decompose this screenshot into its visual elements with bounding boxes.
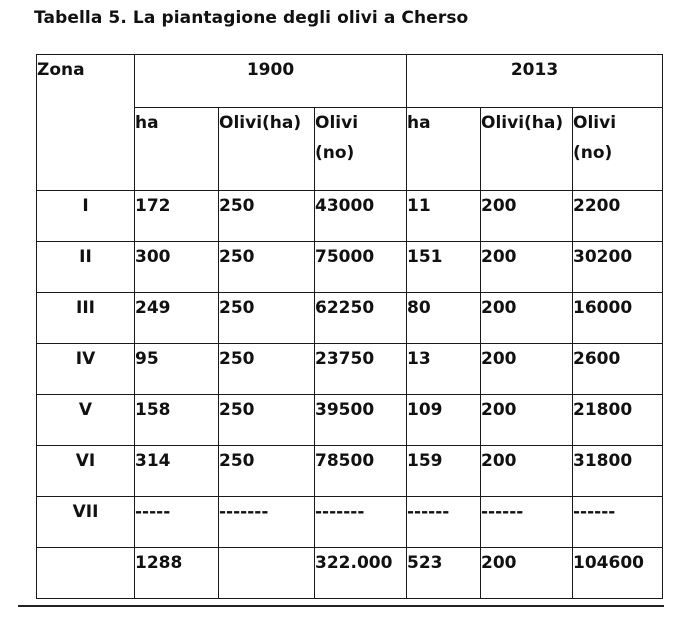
cell-olivi-ha-1900: 250 — [219, 446, 315, 497]
table-row — [37, 242, 663, 293]
cell-olivi-no-2013: 16000 — [573, 293, 663, 344]
cell-olivi-no-1900: ------- — [315, 497, 407, 548]
cell-olivi-ha-1900: 250 — [219, 293, 315, 344]
subheader-olivi-no-2013: Olivi (no) — [573, 108, 663, 191]
cell-olivi-ha-2013: 200 — [481, 395, 573, 446]
cell-ha-1900: 249 — [135, 293, 219, 344]
cell-olivi-ha-1900 — [219, 548, 315, 599]
cell-olivi-no-1900: 62250 — [315, 293, 407, 344]
cell-ha-1900: 95 — [135, 344, 219, 395]
cell-olivi-ha-2013: 200 — [481, 242, 573, 293]
zona-cell: V — [37, 395, 135, 446]
subheader-ha-1900: ha — [135, 108, 219, 191]
cell-olivi-ha-2013: 200 — [481, 293, 573, 344]
cell-olivi-no-2013: 2600 — [573, 344, 663, 395]
zona-cell: III — [37, 293, 135, 344]
cell-olivi-ha-1900: 250 — [219, 242, 315, 293]
year-header-2013: 2013 — [407, 55, 663, 108]
cell-olivi-no-2013: 104600 — [573, 548, 663, 599]
table-row — [37, 344, 663, 395]
cell-ha-2013: ------ — [407, 497, 481, 548]
table-row — [37, 191, 663, 242]
cell-olivi-ha-2013: 200 — [481, 548, 573, 599]
cell-olivi-ha-1900: 250 — [219, 344, 315, 395]
cell-olivi-ha-2013: 200 — [481, 344, 573, 395]
cell-olivi-ha-2013: 200 — [481, 191, 573, 242]
cell-ha-1900: 314 — [135, 446, 219, 497]
cell-olivi-no-2013: ------ — [573, 497, 663, 548]
table-title: Tabella 5. La piantagione degli olivi a Cherso — [34, 8, 469, 28]
cell-ha-2013: 13 — [407, 344, 481, 395]
cell-olivi-no-1900: 322.000 — [315, 548, 407, 599]
cell-ha-2013: 11 — [407, 191, 481, 242]
table-row — [37, 395, 663, 446]
table-body — [37, 191, 663, 599]
subheader-olivi-no-1900: Olivi (no) — [315, 108, 407, 191]
zona-cell — [37, 548, 135, 599]
cell-olivi-no-2013: 30200 — [573, 242, 663, 293]
cell-ha-2013: 523 — [407, 548, 481, 599]
zona-cell: IV — [37, 344, 135, 395]
cell-olivi-ha-1900: 250 — [219, 395, 315, 446]
cell-ha-2013: 151 — [407, 242, 481, 293]
cell-ha-1900: 1288 — [135, 548, 219, 599]
table-row — [37, 446, 663, 497]
cell-ha-1900: ----- — [135, 497, 219, 548]
cell-olivi-no-2013: 31800 — [573, 446, 663, 497]
table-row — [37, 497, 663, 548]
cell-olivi-ha-1900: 250 — [219, 191, 315, 242]
cell-olivi-no-1900: 23750 — [315, 344, 407, 395]
zona-cell: II — [37, 242, 135, 293]
bottom-divider — [18, 605, 664, 607]
cell-ha-2013: 109 — [407, 395, 481, 446]
year-header-1900: 1900 — [135, 55, 407, 108]
cell-olivi-no-2013: 21800 — [573, 395, 663, 446]
zona-header: Zona — [37, 55, 135, 191]
cell-ha-2013: 80 — [407, 293, 481, 344]
cell-olivi-no-1900: 75000 — [315, 242, 407, 293]
cell-olivi-ha-2013: ------ — [481, 497, 573, 548]
olive-plantation-table — [36, 54, 663, 599]
cell-ha-1900: 172 — [135, 191, 219, 242]
table-row — [37, 293, 663, 344]
cell-olivi-no-1900: 39500 — [315, 395, 407, 446]
cell-olivi-ha-1900: ------- — [219, 497, 315, 548]
table-row — [37, 548, 663, 599]
cell-olivi-ha-2013: 200 — [481, 446, 573, 497]
cell-olivi-no-1900: 43000 — [315, 191, 407, 242]
subheader-olivi-ha-2013: Olivi(ha) — [481, 108, 573, 191]
zona-cell: VII — [37, 497, 135, 548]
cell-ha-1900: 158 — [135, 395, 219, 446]
year-header-row — [37, 55, 663, 108]
cell-olivi-no-2013: 2200 — [573, 191, 663, 242]
cell-ha-2013: 159 — [407, 446, 481, 497]
cell-olivi-no-1900: 78500 — [315, 446, 407, 497]
subheader-ha-2013: ha — [407, 108, 481, 191]
subheader-olivi-ha-1900: Olivi(ha) — [219, 108, 315, 191]
zona-cell: VI — [37, 446, 135, 497]
zona-cell: I — [37, 191, 135, 242]
cell-ha-1900: 300 — [135, 242, 219, 293]
